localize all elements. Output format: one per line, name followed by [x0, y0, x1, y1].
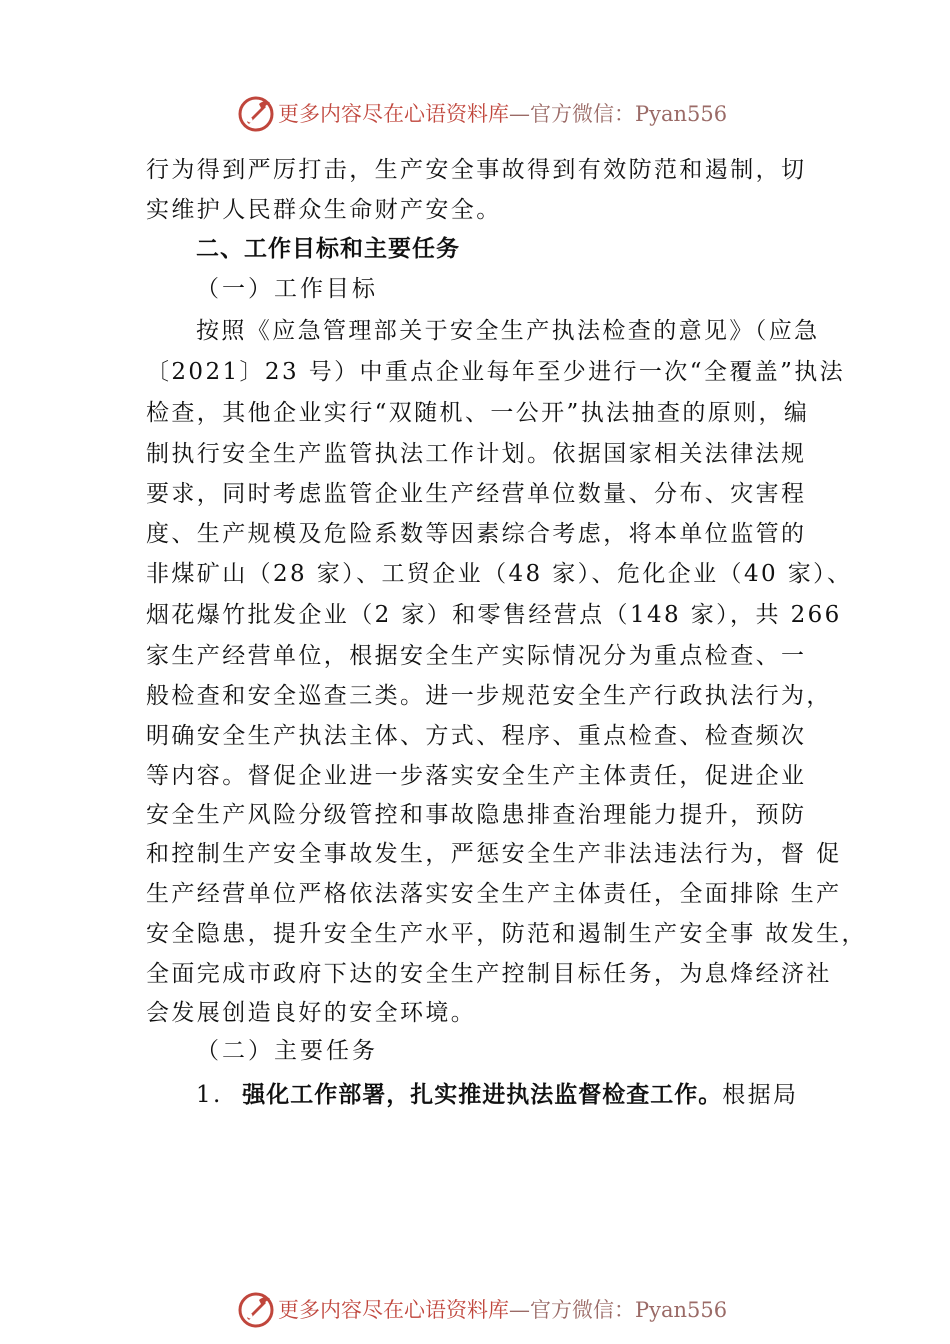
- para-line: 安全隐患，提升安全生产水平，防范和遏制生产安全事 故发生，: [146, 921, 867, 947]
- para-line: 〔2021〕23 号）中重点企业每年至少进行一次“全覆盖”执法: [146, 359, 846, 385]
- para-line: 按照《应急管理部关于安全生产执法检查的意见》（应急: [196, 318, 820, 344]
- quill-seal-icon: [237, 1291, 275, 1329]
- para-line: 家生产经营单位，根据安全生产实际情况分为重点检查、一: [146, 643, 807, 669]
- para-line: 检查，其他企业实行“双随机、一公开”执法抽查的原则，编: [146, 400, 810, 426]
- text-line: 行为得到严厉打击，生产安全事故得到有效防范和遏制，切: [146, 157, 807, 183]
- task-item-number: 1.: [196, 1082, 223, 1108]
- para-line: 明确安全生产执法主体、方式、程序、重点检查、检查频次: [146, 723, 807, 749]
- subheading-goals: （一）工作目标: [196, 276, 378, 302]
- para-line: 等内容。督促企业进一步落实安全生产主体责任，促进企业: [146, 763, 807, 789]
- task-item-text: 根据局: [722, 1082, 799, 1108]
- para-line: 全面完成市政府下达的安全生产控制目标任务，为息烽经济社: [146, 961, 832, 987]
- banner-site-name: 更多内容尽在心语资料库: [278, 102, 509, 126]
- quill-seal-icon: [237, 95, 275, 133]
- para-line: 和控制生产安全事故发生，严惩安全生产非法违法行为，督 促: [146, 841, 842, 867]
- task-item-1: [196, 1081, 798, 1109]
- para-line: 般检查和安全巡查三类。进一步规范安全生产行政执法行为，: [146, 683, 832, 709]
- header-banner: [0, 94, 950, 134]
- footer-banner: [0, 1290, 950, 1330]
- para-line: 非煤矿山（28 家）、工贸企业（48 家）、危化企业（40 家）、: [146, 561, 853, 587]
- para-line: 会发展创造良好的安全环境。: [146, 1000, 477, 1026]
- para-line: 要求，同时考虑监管企业生产经营单位数量、分布、灾害程: [146, 481, 807, 507]
- banner-wechat: —官方微信：Pyan556: [509, 1298, 728, 1322]
- section-heading: 二、工作目标和主要任务: [196, 236, 460, 262]
- text-line: 实维护人民群众生命财产安全。: [146, 197, 502, 223]
- para-line: 制执行安全生产监管执法工作计划。依据国家相关法律法规: [146, 441, 807, 467]
- task-item-title: 强化工作部署，扎实推进执法监督检查工作。: [242, 1082, 723, 1108]
- subheading-tasks: （二）主要任务: [196, 1038, 378, 1064]
- para-line: 度、生产规模及危险系数等因素综合考虑，将本单位监管的: [146, 521, 807, 547]
- para-line: 烟花爆竹批发企业（2 家）和零售经营点（148 家），共 266: [146, 602, 842, 628]
- para-line: 安全生产风险分级管控和事故隐患排查治理能力提升，预防: [146, 802, 807, 828]
- banner-site-name: 更多内容尽在心语资料库: [278, 1298, 509, 1322]
- para-line: 生产经营单位严格依法落实安全生产主体责任，全面排除 生产: [146, 881, 842, 907]
- banner-wechat: —官方微信：Pyan556: [509, 102, 728, 126]
